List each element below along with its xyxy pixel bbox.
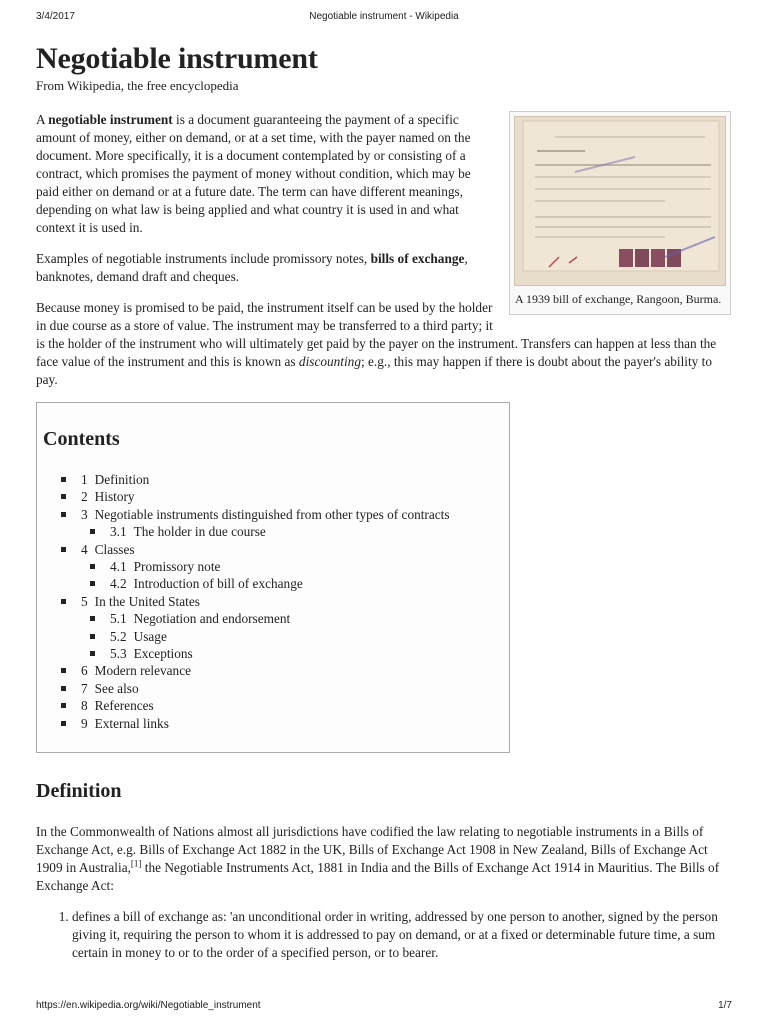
toc-item[interactable] [43,575,509,592]
toc-item-number: 9 [81,715,88,731]
toc-item[interactable] [43,680,509,697]
definition-text-b: the Negotiable Instruments Act, 1881 in India and the Bills of Exchange Act 1914 in Mauritius. The Bills of Exchange Act: [36,860,720,894]
toc-item-number: 1 [81,472,88,487]
bill-of-exchange-illustration [515,117,725,285]
toc-item-label[interactable]: History [94,489,135,505]
reference-link-1[interactable]: [1] [130,858,142,869]
intro-p1-text-b: is a document guaranteeing the payment of a specific amount of money, either on demand, or at a set time, with the payer named on the document. More specifically, it is a document contemplated by or consisting of a contract, which promises the payment of money without condition, which may be paid either on demand or at a future date. The term can have different meanings, depending on what law is being applied and what country it is used in and what context it is used in. [36,112,471,235]
toc-item[interactable] [43,488,509,505]
toc-item[interactable] [43,610,509,627]
article-title: Negotiable instrument [36,42,318,75]
toc-item-label[interactable]: Exceptions [133,646,193,662]
toc-item-number: 5.1 [110,611,127,627]
bills-of-exchange-link[interactable]: bills of exchange [370,251,465,266]
toc-item-number: 5.2 [110,628,127,644]
toc-item-label[interactable]: See also [94,680,139,696]
intro-p2-text-b: , banknotes, demand draft and cheques. [36,251,468,284]
toc-item-number: 4.2 [110,576,127,592]
intro-p3-text-a: Because money is promised to be paid, the instrument itself can be used by the holder in due course as a store of value. The instrument may be transferred to a third party; it is the holder of the instrument who will ultimately get paid by the payer on the instrument. Transfers can happen at less than the face value of the instrument and this is known as [36,300,717,369]
toc-item-label[interactable]: Usage [133,628,167,644]
toc-item-number: 3.1 [110,524,127,540]
print-url: https://en.wikipedia.org/wiki/Negotiable_instrument [36,1000,261,1011]
toc-item[interactable] [43,558,509,575]
table-of-contents [36,402,510,753]
print-footer [0,998,768,1024]
toc-item-label[interactable]: Definition [94,472,150,487]
intro-p1-text-a: A [36,112,49,127]
toc-item[interactable] [43,541,509,558]
toc-item-label[interactable]: In the United States [94,593,200,609]
toc-item-number: 5.3 [110,646,127,662]
toc-item-number: 6 [81,663,88,679]
toc-item-number: 5 [81,593,88,609]
toc-item[interactable] [43,523,509,540]
intro-p3-text-b: ; e.g., this may happen if there is doubt about the payer's ability to pay. [36,354,712,387]
toc-item-number: 7 [81,680,88,696]
toc-item[interactable] [43,715,509,732]
toc-item-number: 3 [81,506,88,522]
toc-item[interactable] [43,628,509,645]
toc-item-label[interactable]: Modern relevance [94,663,192,679]
definition-paragraph [36,823,731,895]
definition-list [36,908,731,962]
print-page-number: 1/7 [718,1000,732,1011]
toc-item-label[interactable]: Promissory note [133,559,221,575]
intro-p1-bold-term: negotiable instrument [48,112,173,127]
toc-item-label[interactable]: External links [94,715,169,731]
toc-item-label[interactable]: References [94,698,154,714]
intro-p3-italic-term: discounting [298,354,361,369]
toc-item[interactable] [43,593,509,610]
toc-item-number: 2 [81,489,88,505]
toc-item-number: 8 [81,698,88,714]
article-content [36,40,731,962]
print-page-title: Negotiable instrument - Wikipedia [309,11,459,22]
print-date: 3/4/2017 [36,11,75,22]
toc-item-label[interactable]: Negotiable instruments distinguished from other types of contracts [94,506,450,522]
bill-of-exchange-image[interactable] [514,116,726,286]
print-header [0,0,768,26]
toc-item-label[interactable]: Introduction of bill of exchange [133,576,303,592]
toc-item-number: 4.1 [110,559,127,575]
figure-caption: A 1939 bill of exchange, Rangoon, Burma. [515,292,722,306]
definition-list-item: 1. defines a bill of exchange as: 'an unconditional order in writing, addressed by one person to another, signed by the person giving it, requiring the person to whom it is addressed to pay on demand, or at a fixed or determinable future time, a sum certain in money to or to the order of a specified person, or to bearer. [72,908,731,962]
section-heading-definition: Definition [36,780,122,803]
article-subtitle: From Wikipedia, the free encyclopedia [36,78,239,93]
definition-text-a: In the Commonwealth of Nations almost all jurisdictions have codified the law relating to negotiable instruments in a Bills of Exchange Act, e.g. Bills of Exchange Act 1882 in the UK, Bills of Exchange Act 1908 in New Zealand, Bills of Exchange Act 1909 in Australia, [36,824,708,876]
toc-list [43,471,509,732]
toc-item[interactable] [43,506,509,523]
toc-item-label[interactable]: Classes [94,541,135,557]
toc-item[interactable] [43,662,509,679]
toc-item-number: 4 [81,541,88,557]
figure-thumbnail [509,111,731,315]
intro-p2-text-a: Examples of negotiable instruments include promissory notes, [36,251,371,266]
toc-item-label[interactable]: The holder in due course [133,524,266,540]
toc-item[interactable] [43,697,509,714]
toc-item[interactable] [43,645,509,662]
toc-heading: Contents [43,428,120,450]
toc-item-label[interactable]: Negotiation and endorsement [133,611,291,627]
toc-item[interactable] [43,471,509,488]
